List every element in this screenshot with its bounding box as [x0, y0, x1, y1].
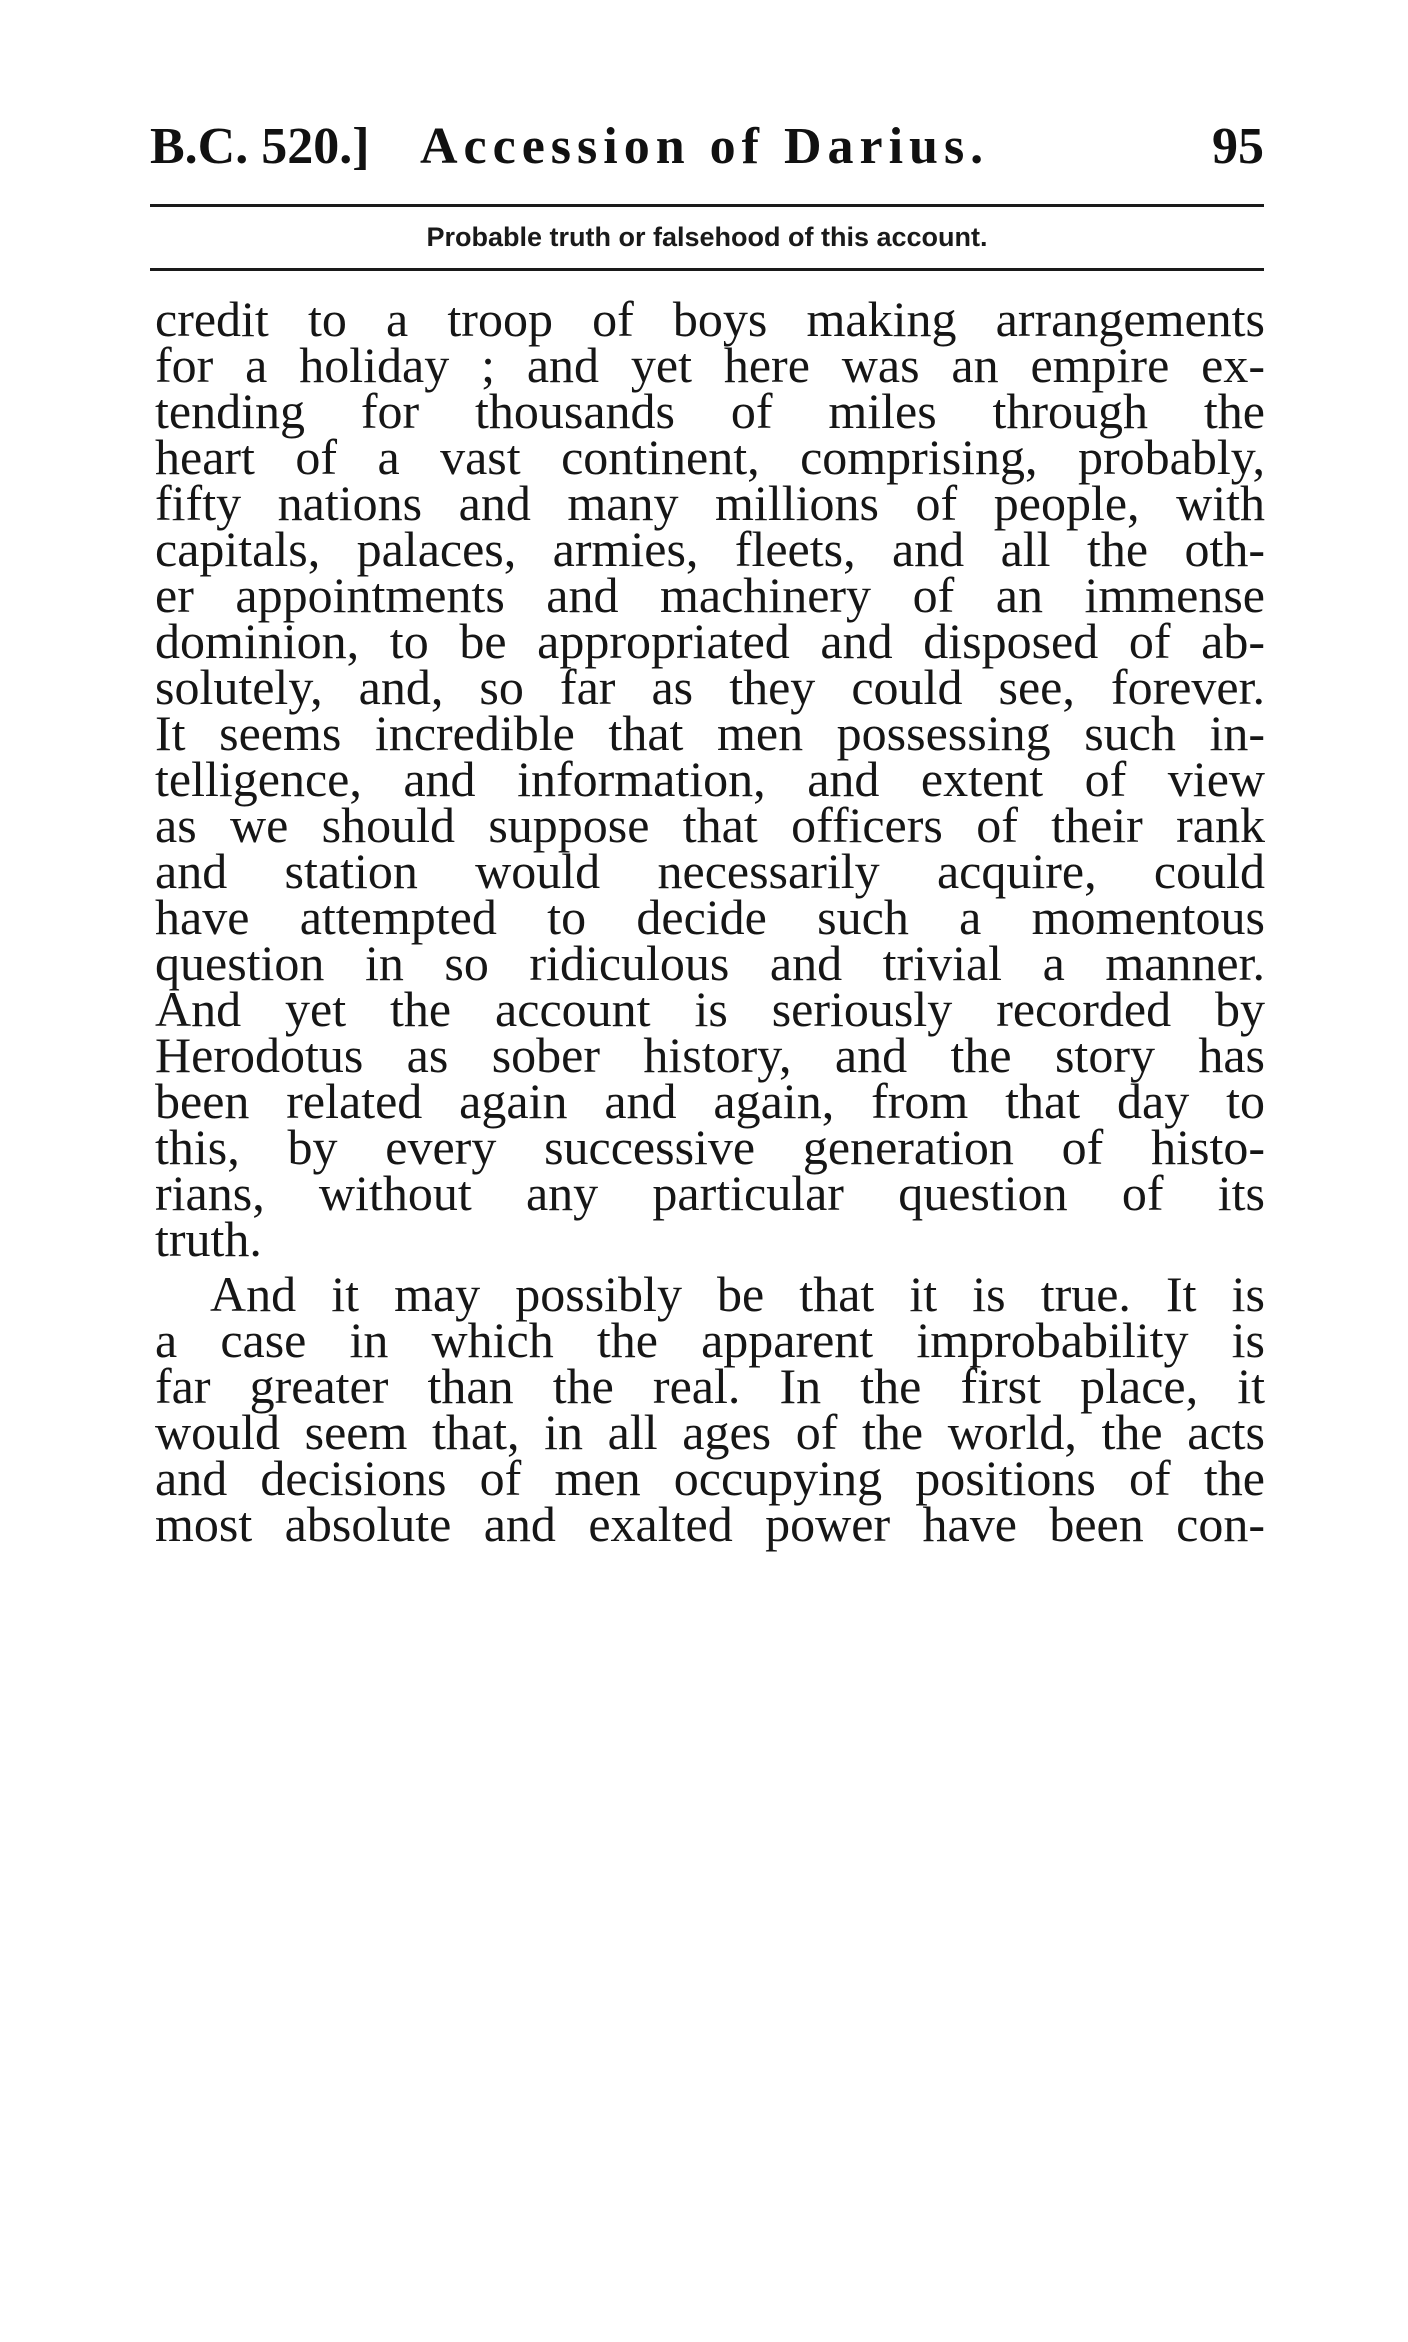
body-line: capitals, palaces, armies, fleets, and all the oth-: [155, 521, 1265, 577]
body-line: would seem that, in all ages of the world, the acts: [155, 1404, 1265, 1460]
body-line: heart of a vast continent, comprising, probably,: [155, 429, 1265, 485]
body-line: telligence, and information, and extent of view: [155, 751, 1265, 807]
bottom-rule: [150, 268, 1264, 271]
top-rule: [150, 204, 1264, 207]
body-line: tending for thousands of miles through the: [155, 383, 1265, 439]
body-line: been related again and again, from that day to: [155, 1073, 1265, 1129]
section-subheading: Probable truth or falsehood of this account.: [426, 222, 988, 252]
running-head-date: B.C. 520.]: [150, 118, 370, 175]
body-line: er appointments and machinery of an immense: [155, 567, 1265, 623]
body-line: far greater than the real. In the first place, it: [155, 1358, 1265, 1414]
body-line: It seems incredible that men possessing such in-: [155, 705, 1265, 761]
body-line: most absolute and exalted power have been con-: [155, 1496, 1265, 1552]
running-head-title: Accession of Darius.: [420, 118, 990, 175]
body-line: for a holiday ; and yet here was an empire ex-: [155, 337, 1265, 393]
body-line: this, by every successive generation of histo-: [155, 1119, 1265, 1175]
body-line: fifty nations and many millions of people, with: [155, 475, 1265, 531]
body-line: And yet the account is seriously recorded by: [155, 981, 1265, 1037]
body-line: Herodotus as sober history, and the story has: [155, 1027, 1265, 1083]
page-number: 95: [1212, 118, 1264, 175]
body-line: credit to a troop of boys making arrangements: [155, 291, 1265, 347]
body-line: truth.: [155, 1211, 262, 1267]
body-line: dominion, to be appropriated and disposed of ab-: [155, 613, 1265, 669]
body-line: and station would necessarily acquire, could: [155, 843, 1265, 899]
body-line: rians, without any particular question of its: [155, 1165, 1265, 1221]
body-line: as we should suppose that officers of their rank: [155, 797, 1265, 853]
body-line: question in so ridiculous and trivial a manner.: [155, 935, 1265, 991]
body-line: and decisions of men occupying positions of the: [155, 1450, 1265, 1506]
body-line: And it may possibly be that it is true. It is: [210, 1266, 1265, 1322]
running-head: [150, 112, 1264, 182]
body-line: have attempted to decide such a momentous: [155, 889, 1265, 945]
body-line: a case in which the apparent improbability is: [155, 1312, 1265, 1368]
body-line: solutely, and, so far as they could see, forever.: [155, 659, 1265, 715]
